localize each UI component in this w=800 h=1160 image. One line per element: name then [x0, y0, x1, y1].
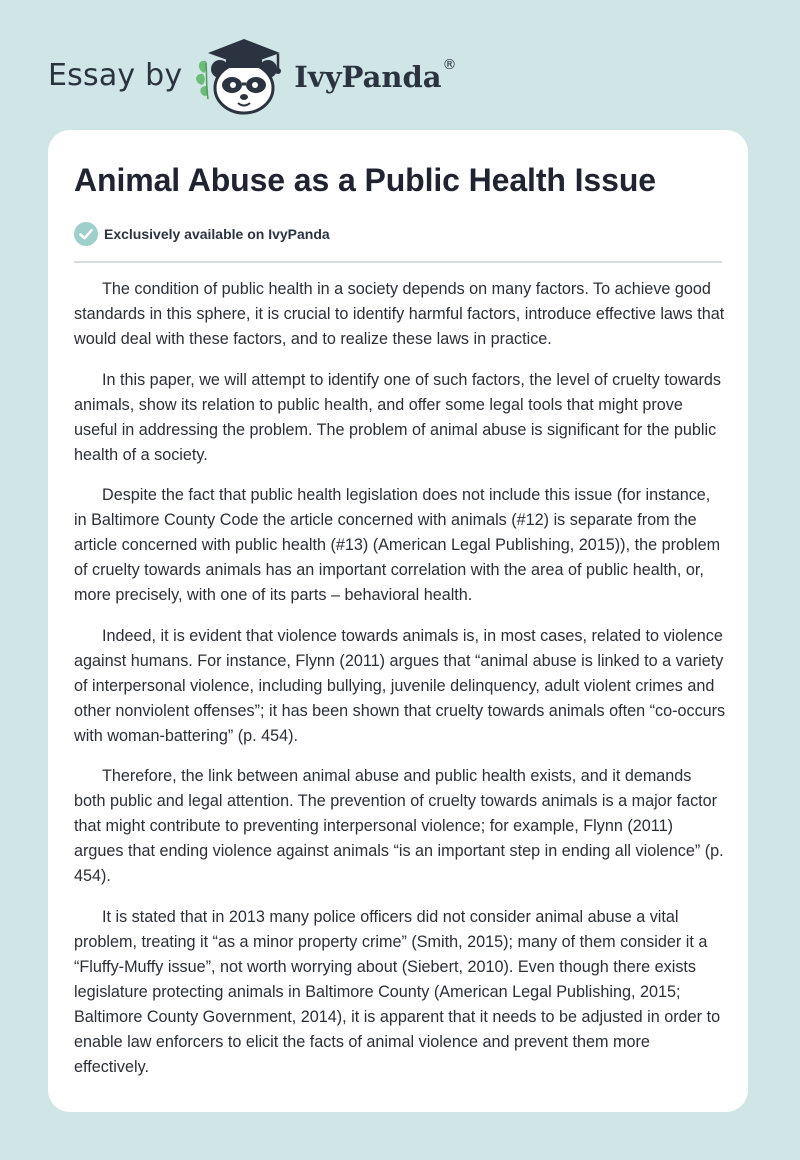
- paragraph: Despite the fact that public health legislation does not include this issue (for instance, in Baltimore County Code the article concerned with animals (#12) is separate from the article concerned with public health (#13) (American Legal Publishing, 2015)), the problem of cruelty towards animals has an important correlation with the area of public health, or, more precisely, with one of its parts – behavioral health.: [74, 486, 721, 605]
- paragraph: The condition of public health in a society depends on many factors. To achieve good standards in this sphere, it is crucial to identify harmful factors, introduce effective laws that would deal with these factors, and to realize these laws in practice.: [74, 280, 725, 348]
- brand-label: IvyPanda: [294, 59, 442, 94]
- paragraph: Indeed, it is evident that violence towards animals is, in most cases, related to violence against humans. For instance, Flynn (2011) argues that “animal abuse is linked to a variety of interpersonal violence, including bullying, juvenile delinquency, adult violent crimes and other nonviolent offenses”; it has been shown that cruelty towards animals often “co-occurs with woman-battering” (p. 454).: [74, 626, 726, 745]
- check-circle-icon: [74, 222, 98, 246]
- registered-mark: ®: [442, 56, 457, 73]
- essay-by-label: Essay by: [48, 57, 183, 93]
- panda-graduate-icon[interactable]: [194, 33, 290, 117]
- paragraph: It is stated that in 2013 many police officers did not consider animal abuse a vital problem, treating it “as a minor property crime” (Smith, 2015); many of them consider it a “Fluffy-Muffy issue”, not worth worrying about (Siebert, 2010). Even though there exists legislature protecting animals in Baltimore County (American Legal Publishing, 2015; Baltimore County Government, 2014), it is apparent that it needs to be adjusted in order to enable law enforcers to elicit the facts of animal violence and prevent them more effectively.: [74, 907, 721, 1076]
- essay-card: [48, 130, 748, 1112]
- paragraph: In this paper, we will attempt to identify one of such factors, the level of cruelty towards animals, show its relation to public health, and offer some legal tools that might prove useful in addressing the problem. The problem of animal abuse is significant for the public health of a society.: [74, 370, 722, 464]
- exclusive-badge: [74, 222, 330, 246]
- site-header: [48, 30, 457, 120]
- paragraph: Therefore, the link between animal abuse and public health exists, and it demands both public and legal attention. The prevention of cruelty towards animals is a major factor that might contribute to preventing interpersonal violence; for example, Flynn (2011) argues that ending violence against animals “is an important step in ending all violence” (p. 454).: [74, 767, 724, 886]
- title-divider: [74, 261, 722, 263]
- brand-name[interactable]: [294, 57, 456, 94]
- essay-title: Animal Abuse as a Public Health Issue: [74, 162, 656, 198]
- essay-body: [74, 277, 726, 1096]
- exclusive-badge-text: Exclusively available on IvyPanda: [104, 226, 330, 242]
